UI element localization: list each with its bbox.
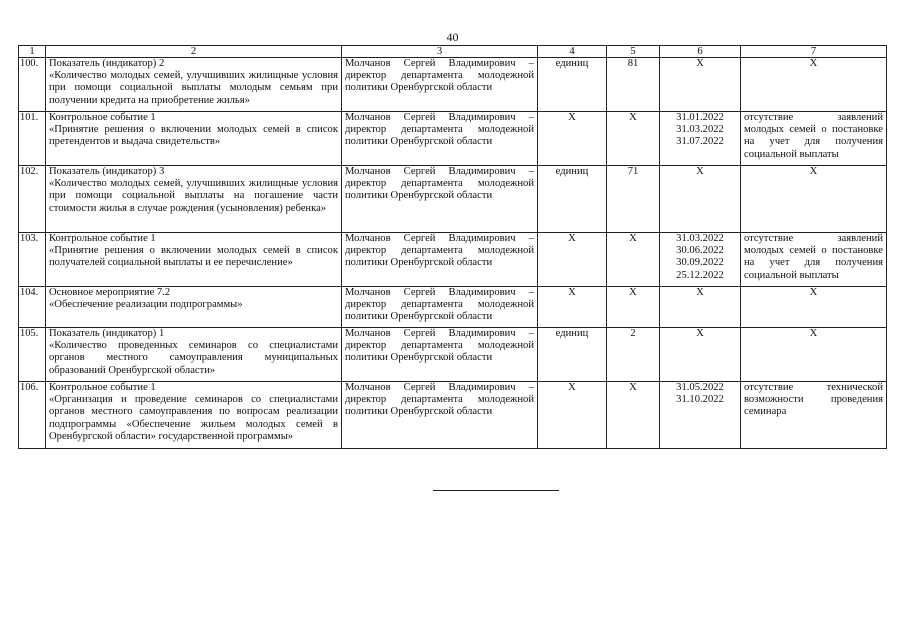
row-number: 104. bbox=[19, 287, 46, 328]
responsible-person: Молчанов Сергей Владимирович – директор департамента молодежной политики Оренбургской области bbox=[342, 112, 538, 166]
unit-of-measure: X bbox=[538, 287, 607, 328]
deadline-date: 30.09.2022 bbox=[676, 257, 724, 269]
table-row bbox=[19, 166, 887, 233]
header-cell: 2 bbox=[46, 46, 342, 58]
deadline-date: 31.03.2022 bbox=[676, 233, 724, 244]
row-description bbox=[46, 58, 342, 112]
unit-of-measure: X bbox=[538, 112, 607, 166]
page-number: 40 bbox=[446, 30, 459, 44]
table-row bbox=[19, 382, 887, 449]
description-text: «Обеспечение реализации подпрограммы» bbox=[49, 299, 243, 311]
description-heading: Контрольное событие 1 bbox=[49, 233, 156, 244]
risk-note: X bbox=[741, 287, 887, 328]
description-text: «Количество проведенных семинаров со специалистами органов местного самоуправления муниципальных образований Оренбургской области» bbox=[49, 340, 338, 376]
risk-note: отсутствие заявлений молодых семей о постановке на учет для получения социальной выплаты bbox=[741, 233, 887, 287]
planned-value: 2 bbox=[607, 328, 660, 382]
deadline-date: 31.05.2022 bbox=[676, 382, 724, 393]
row-description bbox=[46, 287, 342, 328]
unit-of-measure: X bbox=[538, 233, 607, 287]
deadline-date: 31.01.2022 bbox=[676, 112, 724, 123]
unit-of-measure: единиц bbox=[538, 58, 607, 112]
deadline-date: 31.07.2022 bbox=[676, 136, 724, 148]
table-row bbox=[19, 233, 887, 287]
responsible-person: Молчанов Сергей Владимирович – директор департамента молодежной политики Оренбургской области bbox=[342, 233, 538, 287]
indicators-table bbox=[18, 45, 887, 449]
closing-separator-line bbox=[433, 490, 559, 491]
deadline-date: X bbox=[696, 58, 704, 69]
responsible-person: Молчанов Сергей Владимирович – директор департамента молодежной политики Оренбургской области bbox=[342, 166, 538, 233]
row-number: 105. bbox=[19, 328, 46, 382]
deadline-dates bbox=[660, 166, 741, 233]
deadline-date: 30.06.2022 bbox=[676, 245, 724, 257]
table-row bbox=[19, 328, 887, 382]
deadline-date: X bbox=[696, 287, 704, 298]
table-row bbox=[19, 287, 887, 328]
description-text: «Принятие решения о включении молодых семей в список получателей социальной выплаты и ее перечисление» bbox=[49, 245, 338, 269]
risk-note: отсутствие заявлений молодых семей о постановке на учет для получения социальной выплаты bbox=[741, 112, 887, 166]
description-heading: Контрольное событие 1 bbox=[49, 382, 156, 393]
planned-value: 71 bbox=[607, 166, 660, 233]
table-header-row bbox=[19, 46, 887, 58]
risk-note: X bbox=[741, 328, 887, 382]
description-text: «Принятие решения о включении молодых семей в список претендентов и выдача свидетельств» bbox=[49, 124, 338, 148]
table-row bbox=[19, 58, 887, 112]
description-heading: Показатель (индикатор) 2 bbox=[49, 58, 165, 69]
row-description bbox=[46, 233, 342, 287]
planned-value: X bbox=[607, 112, 660, 166]
header-cell: 1 bbox=[19, 46, 46, 58]
row-number: 106. bbox=[19, 382, 46, 449]
description-heading: Основное мероприятие 7.2 bbox=[49, 287, 171, 298]
header-cell: 5 bbox=[607, 46, 660, 58]
row-description bbox=[46, 166, 342, 233]
deadline-date: 31.10.2022 bbox=[676, 394, 724, 406]
risk-note: X bbox=[741, 58, 887, 112]
deadline-dates bbox=[660, 58, 741, 112]
row-number: 101. bbox=[19, 112, 46, 166]
planned-value: 81 bbox=[607, 58, 660, 112]
deadline-dates bbox=[660, 112, 741, 166]
row-description bbox=[46, 112, 342, 166]
header-cell: 4 bbox=[538, 46, 607, 58]
description-heading: Контрольное событие 1 bbox=[49, 112, 156, 123]
header-cell: 7 bbox=[741, 46, 887, 58]
row-description bbox=[46, 382, 342, 449]
deadline-dates bbox=[660, 382, 741, 449]
deadline-date: X bbox=[696, 328, 704, 339]
description-text: «Количество молодых семей, улучшивших жилищные условия при помощи социальной выплаты молодым семьям при получении кредита на приобретение жилья» bbox=[49, 70, 338, 106]
row-description bbox=[46, 328, 342, 382]
description-heading: Показатель (индикатор) 3 bbox=[49, 166, 165, 177]
row-number: 102. bbox=[19, 166, 46, 233]
responsible-person: Молчанов Сергей Владимирович – директор департамента молодежной политики Оренбургской области bbox=[342, 287, 538, 328]
header-cell: 3 bbox=[342, 46, 538, 58]
risk-note: X bbox=[741, 166, 887, 233]
description-heading: Показатель (индикатор) 1 bbox=[49, 328, 165, 339]
planned-value: X bbox=[607, 382, 660, 449]
unit-of-measure: единиц bbox=[538, 328, 607, 382]
deadline-dates bbox=[660, 287, 741, 328]
description-text: «Организация и проведение семинаров со специалистами органов местного самоуправления по вопросам реализации подпрограммы «Обеспечение жильем молодых семей в Оренбургской области» государственной программы» bbox=[49, 394, 338, 442]
row-number: 103. bbox=[19, 233, 46, 287]
deadline-date: X bbox=[696, 166, 704, 177]
header-cell: 6 bbox=[660, 46, 741, 58]
deadline-date: 25.12.2022 bbox=[676, 269, 724, 281]
deadline-date: 31.03.2022 bbox=[676, 124, 724, 136]
responsible-person: Молчанов Сергей Владимирович – директор департамента молодежной политики Оренбургской области bbox=[342, 328, 538, 382]
deadline-dates bbox=[660, 233, 741, 287]
risk-note: отсутствие технической возможности проведения семинара bbox=[741, 382, 887, 449]
table-row bbox=[19, 112, 887, 166]
responsible-person: Молчанов Сергей Владимирович – директор департамента молодежной политики Оренбургской области bbox=[342, 382, 538, 449]
responsible-person: Молчанов Сергей Владимирович – директор департамента молодежной политики Оренбургской области bbox=[342, 58, 538, 112]
planned-value: X bbox=[607, 287, 660, 328]
unit-of-measure: единиц bbox=[538, 166, 607, 233]
description-text: «Количество молодых семей, улучшивших жилищные условия при помощи социальной выплаты на погашение части стоимости жилья в случае рождения (усыновления) ребенка» bbox=[49, 178, 338, 214]
row-number: 100. bbox=[19, 58, 46, 112]
deadline-dates bbox=[660, 328, 741, 382]
unit-of-measure: X bbox=[538, 382, 607, 449]
planned-value: X bbox=[607, 233, 660, 287]
